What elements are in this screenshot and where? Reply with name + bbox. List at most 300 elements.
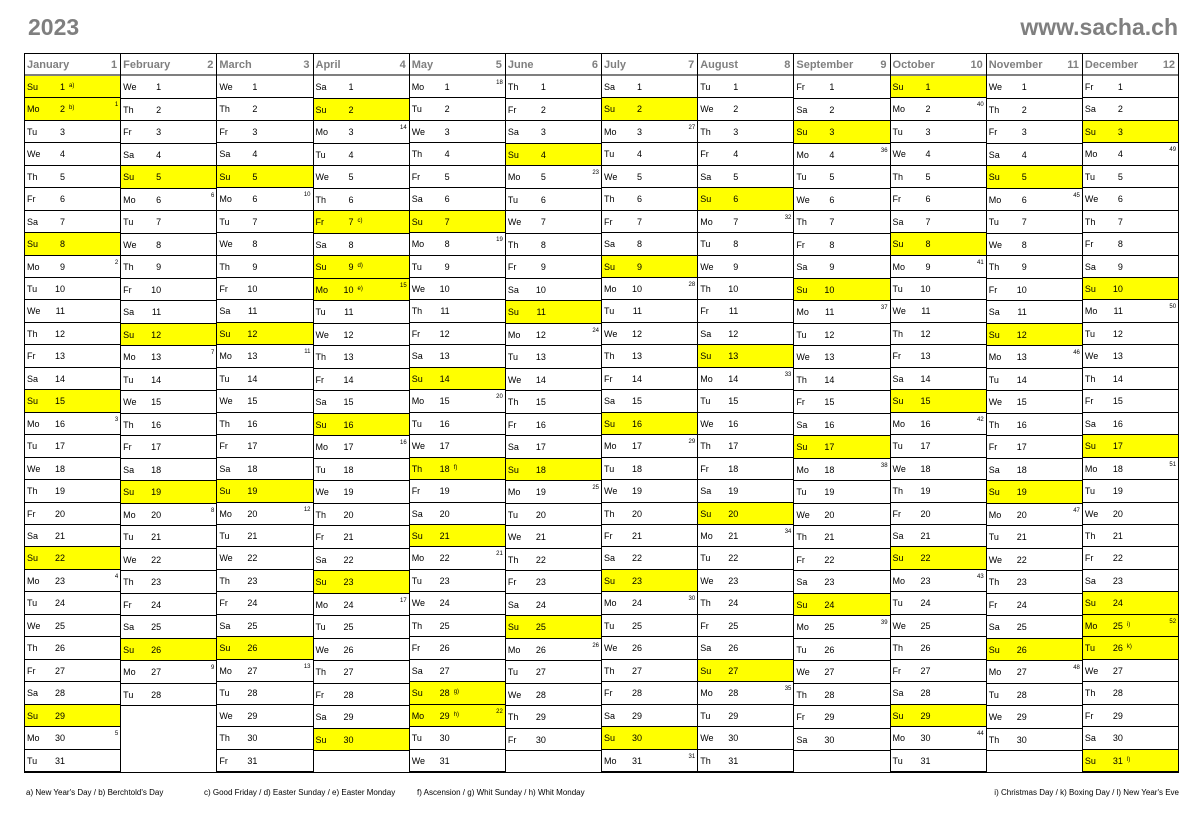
week-number: 24 xyxy=(592,327,600,334)
day-cell xyxy=(891,413,986,435)
month-header xyxy=(602,54,697,76)
weekday-label: Tu xyxy=(796,329,807,340)
day-cell xyxy=(506,639,601,662)
day-number: 22 xyxy=(824,554,835,565)
month-header xyxy=(121,54,216,76)
day-number: 3 xyxy=(348,127,354,137)
day-number: 4 xyxy=(156,149,162,160)
day-cell xyxy=(794,639,889,662)
day-number: 12 xyxy=(54,328,65,339)
day-cell xyxy=(698,592,793,614)
day-number: 12 xyxy=(632,328,643,339)
weekday-label: Tu xyxy=(219,373,230,384)
weekday-label: Mo xyxy=(604,755,617,766)
day-cell xyxy=(891,345,986,367)
weekday-label: We xyxy=(796,194,810,205)
day-number: 20 xyxy=(1112,508,1123,519)
day-number: 30 xyxy=(632,733,643,744)
weekday-label: Th xyxy=(796,217,807,227)
weekday-label: Mo xyxy=(892,733,906,744)
day-cell xyxy=(1083,503,1178,525)
day-number: 5 xyxy=(540,172,546,182)
day-number: 11 xyxy=(536,307,546,317)
weekday-label: Su xyxy=(219,171,231,182)
weekday-label: We xyxy=(27,463,41,474)
weekday-label: Sa xyxy=(411,351,423,362)
month-column-november xyxy=(986,54,1082,772)
day-number: 3 xyxy=(444,126,450,137)
day-number: 23 xyxy=(632,575,643,586)
day-cell xyxy=(602,188,697,210)
weekday-label: Th xyxy=(1084,216,1096,227)
weekday-label: Th xyxy=(892,643,904,654)
day-cell xyxy=(1083,256,1178,278)
day-cell xyxy=(891,547,986,569)
day-cell xyxy=(602,390,697,412)
day-number: 23 xyxy=(920,575,931,586)
day-number: 4 xyxy=(444,149,450,160)
day-number: 19 xyxy=(1016,487,1027,497)
weekday-label: We xyxy=(411,755,426,766)
month-name: August xyxy=(700,59,739,71)
weekday-label: Mo xyxy=(604,598,617,609)
day-cell xyxy=(506,729,601,752)
day-number: 27 xyxy=(728,665,739,676)
weekday-label: Sa xyxy=(507,442,519,452)
day-number: 29 xyxy=(54,710,65,721)
day-number: 7 xyxy=(1117,216,1123,227)
day-cell xyxy=(1083,413,1178,435)
day-cell xyxy=(314,729,409,752)
weekday-label: Sa xyxy=(796,419,808,430)
month-header xyxy=(1083,54,1178,76)
day-number: 25 xyxy=(824,622,835,632)
weekday-label: Tu xyxy=(988,689,999,700)
holiday-note: e) xyxy=(357,285,363,292)
day-number: 22 xyxy=(1112,553,1123,564)
day-number: 31 xyxy=(920,755,931,766)
week-number: 40 xyxy=(977,102,984,109)
day-number: 13 xyxy=(728,351,739,362)
weekday-label: Sa xyxy=(219,149,231,160)
day-cell xyxy=(987,121,1082,144)
day-number: 14 xyxy=(632,373,643,384)
weekday-label: Fr xyxy=(700,463,709,474)
day-number: 3 xyxy=(252,126,258,137)
day-number: 15 xyxy=(439,396,450,407)
day-number: 20 xyxy=(535,509,546,520)
day-cell xyxy=(891,323,986,345)
weekday-label: We xyxy=(219,81,233,92)
day-cell xyxy=(410,278,505,300)
day-cell xyxy=(1083,166,1178,188)
weekday-label: Th xyxy=(507,712,519,722)
week-number: 29 xyxy=(688,439,696,446)
weekday-label: Su xyxy=(604,104,616,115)
day-number: 16 xyxy=(920,418,931,429)
day-cell xyxy=(314,459,409,482)
day-number: 23 xyxy=(247,575,258,586)
day-cell xyxy=(25,345,120,367)
day-cell xyxy=(987,481,1082,504)
day-cell xyxy=(506,504,601,527)
day-number: 24 xyxy=(343,599,354,610)
day-number: 12 xyxy=(151,329,162,340)
day-number: 27 xyxy=(1112,665,1123,676)
week-number: 32 xyxy=(784,214,792,221)
month-name: May xyxy=(411,59,434,71)
day-cell xyxy=(410,682,505,704)
day-cell xyxy=(698,570,793,592)
weekday-label: Su xyxy=(411,373,423,384)
month-name: January xyxy=(27,59,70,71)
weekday-label: Fr xyxy=(892,665,902,676)
day-number: 5 xyxy=(444,171,450,182)
day-cell xyxy=(121,594,216,617)
weekday-label: Fr xyxy=(700,149,709,160)
day-number: 18 xyxy=(343,464,354,475)
day-cell xyxy=(891,121,986,143)
day-cell xyxy=(891,368,986,390)
day-cell xyxy=(794,436,889,459)
week-number: 43 xyxy=(977,573,984,580)
day-cell xyxy=(25,323,120,345)
weekday-label: Fr xyxy=(604,373,613,384)
day-number: 12 xyxy=(1016,329,1027,340)
day-number: 20 xyxy=(247,508,258,519)
weekday-label: Th xyxy=(604,351,615,362)
day-number: 27 xyxy=(920,665,931,676)
month-number: 12 xyxy=(1162,59,1176,71)
month-header xyxy=(794,54,889,76)
day-number: 30 xyxy=(920,733,931,744)
day-number: 30 xyxy=(247,733,258,744)
day-number: 23 xyxy=(824,577,835,587)
day-number: 30 xyxy=(728,733,739,744)
day-cell xyxy=(314,324,409,347)
day-cell xyxy=(987,256,1082,279)
weekday-label: Sa xyxy=(123,149,135,160)
day-cell xyxy=(25,121,120,143)
day-cell xyxy=(217,368,312,390)
day-cell xyxy=(602,615,697,637)
day-number: 30 xyxy=(824,734,835,745)
weekday-label: Sa xyxy=(219,306,231,317)
day-number: 5 xyxy=(156,172,162,182)
day-cell xyxy=(794,391,889,414)
weekday-label: Tu xyxy=(315,622,326,632)
day-number: 1 xyxy=(156,82,162,92)
weekday-label: We xyxy=(219,239,233,250)
day-cell xyxy=(410,503,505,525)
day-cell xyxy=(217,727,312,749)
day-number: 31 xyxy=(54,755,65,766)
weekday-label: We xyxy=(700,733,714,744)
day-cell xyxy=(987,729,1082,752)
weekday-label: Su xyxy=(315,262,327,272)
weekday-label: Th xyxy=(27,328,38,339)
day-cell xyxy=(410,615,505,637)
day-cell xyxy=(794,459,889,482)
day-number: 1 xyxy=(252,81,258,92)
weekday-label: Th xyxy=(604,665,615,676)
day-cell xyxy=(217,390,312,412)
holiday-note: h) xyxy=(453,711,460,718)
day-number: 26 xyxy=(535,644,546,655)
day-cell xyxy=(987,594,1082,617)
weekday-label: Tu xyxy=(892,126,903,137)
day-number: 15 xyxy=(343,397,354,407)
weekday-label: We xyxy=(219,710,233,721)
weekday-label: We xyxy=(604,486,618,497)
weekday-label: Th xyxy=(411,620,423,631)
weekday-label: Fr xyxy=(219,441,228,452)
day-number: 19 xyxy=(439,486,450,497)
day-cell xyxy=(891,233,986,255)
day-number: 8 xyxy=(59,239,65,250)
day-number: 11 xyxy=(248,306,258,317)
day-cell xyxy=(314,144,409,167)
day-cell xyxy=(602,637,697,659)
day-cell xyxy=(987,661,1082,684)
weekday-label: Su xyxy=(988,487,1000,497)
weekday-label: Mo xyxy=(892,575,906,586)
day-number: 17 xyxy=(1016,442,1027,452)
weekday-label: Fr xyxy=(1084,81,1094,92)
weekday-label: We xyxy=(796,509,810,520)
day-cell xyxy=(602,660,697,682)
weekday-label: Su xyxy=(604,418,616,429)
month-number: 6 xyxy=(591,59,599,71)
day-cell xyxy=(121,166,216,189)
weekday-label: Sa xyxy=(315,554,327,565)
day-number: 22 xyxy=(920,553,931,564)
week-number: 30 xyxy=(688,596,696,603)
day-number: 7 xyxy=(59,216,65,227)
day-number: 26 xyxy=(151,644,162,655)
weekday-label: Tu xyxy=(892,598,903,609)
day-cell xyxy=(794,234,889,257)
month-number: 2 xyxy=(207,59,214,71)
weekday-label: Sa xyxy=(892,216,904,227)
weekday-label: Su xyxy=(411,216,423,227)
weekday-label: Su xyxy=(892,239,904,250)
weekday-label: Su xyxy=(219,328,231,339)
day-number: 16 xyxy=(151,419,162,430)
weekday-label: Fr xyxy=(892,351,902,362)
day-number: 3 xyxy=(156,127,162,137)
weekday-label: Mo xyxy=(1084,306,1098,317)
weekday-label: Sa xyxy=(315,397,327,407)
weekday-label: We xyxy=(123,554,137,565)
weekday-label: Su xyxy=(123,329,135,340)
day-number: 6 xyxy=(156,194,162,205)
weekday-label: Th xyxy=(315,509,327,520)
weekday-label: Sa xyxy=(27,688,39,699)
weekday-label: Th xyxy=(892,328,904,339)
day-number: 7 xyxy=(733,216,739,227)
day-number: 29 xyxy=(824,712,835,722)
day-number: 10 xyxy=(439,284,450,295)
weekday-label: Su xyxy=(796,127,808,137)
weekday-label: Mo xyxy=(411,553,425,564)
day-cell xyxy=(891,682,986,704)
day-number: 13 xyxy=(1112,351,1123,362)
day-number: 14 xyxy=(824,374,835,385)
day-number: 6 xyxy=(829,194,835,205)
month-column-march xyxy=(216,54,312,772)
day-cell xyxy=(506,189,601,212)
day-number: 14 xyxy=(151,374,162,385)
weekday-label: Tu xyxy=(700,239,711,250)
weekday-label: Tu xyxy=(796,487,807,497)
day-cell xyxy=(987,391,1082,414)
day-cell xyxy=(410,323,505,345)
day-cell xyxy=(602,211,697,233)
day-cell xyxy=(1083,525,1178,547)
day-cell xyxy=(25,390,120,412)
day-number: 5 xyxy=(1117,171,1123,182)
month-column-december xyxy=(1082,54,1178,772)
weekday-label: We xyxy=(411,126,426,137)
day-number: 28 xyxy=(632,688,643,699)
day-number: 3 xyxy=(1021,127,1027,137)
day-cell xyxy=(410,570,505,592)
day-number: 17 xyxy=(535,442,546,452)
weekday-label: Fr xyxy=(604,216,613,227)
day-cell xyxy=(891,525,986,547)
day-number: 24 xyxy=(1016,599,1027,610)
day-cell xyxy=(1083,750,1178,772)
day-cell xyxy=(314,504,409,527)
day-number: 24 xyxy=(920,598,931,609)
weekday-label: We xyxy=(892,149,906,160)
holiday-note: k) xyxy=(1126,644,1132,651)
day-cell xyxy=(698,727,793,749)
day-number: 25 xyxy=(439,620,450,631)
day-cell xyxy=(602,300,697,322)
month-name: November xyxy=(988,59,1043,71)
day-cell xyxy=(1083,211,1178,233)
weekday-label: Fr xyxy=(700,306,709,317)
day-cell xyxy=(314,166,409,189)
weekday-label: Fr xyxy=(892,508,902,519)
day-cell xyxy=(891,76,986,98)
weekday-label: Sa xyxy=(219,620,231,631)
weekday-label: Fr xyxy=(1084,553,1094,564)
day-number: 23 xyxy=(535,577,546,587)
day-cell xyxy=(602,592,697,614)
day-number: 21 xyxy=(632,531,643,542)
day-number: 8 xyxy=(637,239,643,250)
day-number: 24 xyxy=(54,598,65,609)
day-cell xyxy=(25,727,120,749)
footnote-1: a) New Year's Day / b) Berchtold's Day xyxy=(26,788,164,797)
week-number: 36 xyxy=(880,147,888,154)
day-number: 28 xyxy=(343,689,354,700)
day-cell xyxy=(506,144,601,167)
weekday-label: Mo xyxy=(700,688,713,699)
day-cell xyxy=(314,549,409,572)
weekday-label: Th xyxy=(27,171,38,182)
weekday-label: Tu xyxy=(988,217,999,227)
month-number: 7 xyxy=(688,59,695,71)
day-number: 23 xyxy=(1112,575,1123,586)
day-cell xyxy=(698,615,793,637)
day-number: 22 xyxy=(632,553,643,564)
weekday-label: Th xyxy=(988,734,1000,745)
day-number: 26 xyxy=(632,643,643,654)
day-cell xyxy=(121,459,216,482)
day-cell xyxy=(217,547,312,569)
day-number: 21 xyxy=(1016,532,1027,542)
day-number: 17 xyxy=(151,442,162,452)
weekday-label: Su xyxy=(700,351,712,362)
day-number: 9 xyxy=(637,261,643,272)
weekday-label: We xyxy=(315,329,329,340)
weekday-label: Mo xyxy=(796,149,809,160)
weekday-label: Tu xyxy=(796,172,807,182)
weekday-label: Tu xyxy=(796,644,807,655)
weekday-label: Su xyxy=(988,172,1000,182)
day-cell xyxy=(410,188,505,210)
day-number: 6 xyxy=(637,194,643,205)
day-cell xyxy=(25,503,120,525)
week-number: 42 xyxy=(977,416,984,423)
day-number: 7 xyxy=(348,217,354,227)
day-cell xyxy=(217,660,312,682)
day-cell xyxy=(121,661,216,684)
day-cell xyxy=(602,413,697,435)
month-header xyxy=(987,54,1082,76)
day-cell xyxy=(1083,705,1178,727)
day-cell xyxy=(506,549,601,572)
day-cell xyxy=(1083,143,1178,165)
week-number: 51 xyxy=(1169,461,1177,468)
day-cell xyxy=(217,705,312,727)
day-cell xyxy=(698,390,793,412)
day-cell xyxy=(1083,660,1178,682)
month-header xyxy=(698,54,793,76)
day-cell xyxy=(410,368,505,390)
day-cell xyxy=(1083,390,1178,412)
day-cell xyxy=(1083,345,1178,367)
weekday-label: Fr xyxy=(700,620,709,631)
week-number: 27 xyxy=(688,124,696,131)
weekday-label: Th xyxy=(796,374,807,385)
weekday-label: Mo xyxy=(604,284,617,295)
day-number: 29 xyxy=(535,712,546,722)
weekday-label: Mo xyxy=(1084,149,1098,160)
weekday-label: Tu xyxy=(507,194,519,205)
day-cell xyxy=(698,458,793,480)
day-number: 8 xyxy=(925,239,931,250)
weekday-label: Sa xyxy=(315,712,327,722)
day-cell xyxy=(506,301,601,324)
day-cell xyxy=(25,233,120,255)
weekday-label: Tu xyxy=(507,509,519,520)
day-cell xyxy=(698,278,793,300)
day-number: 1 xyxy=(925,81,931,92)
day-cell xyxy=(506,99,601,122)
weekday-label: Sa xyxy=(27,216,39,227)
day-cell xyxy=(602,166,697,188)
weekday-label: We xyxy=(411,598,426,609)
month-name: September xyxy=(796,59,854,71)
day-number: 29 xyxy=(920,710,931,721)
day-cell xyxy=(217,98,312,120)
weekday-label: We xyxy=(123,397,137,407)
